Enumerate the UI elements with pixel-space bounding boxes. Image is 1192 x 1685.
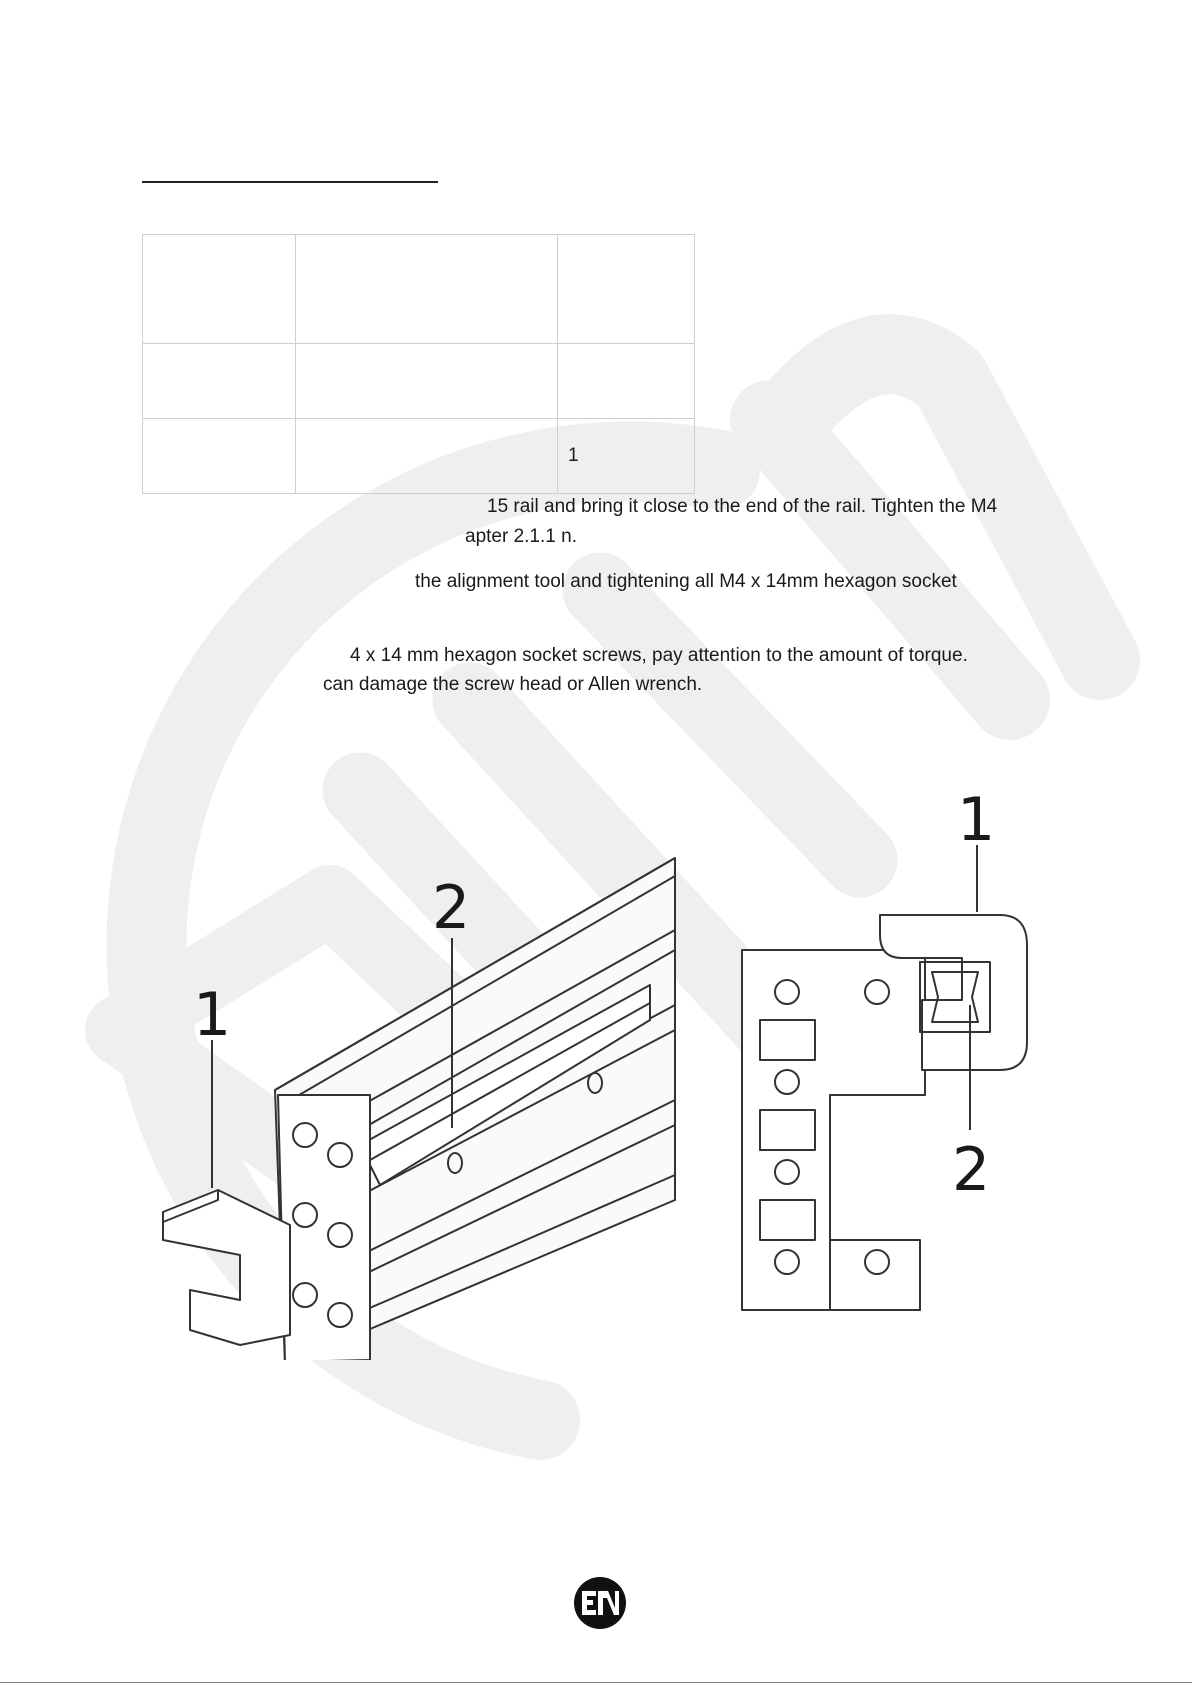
table-cell	[296, 235, 558, 344]
heading-underline	[142, 181, 438, 183]
instruction-line-4: 4 x 14 mm hexagon socket screws, pay attention to the amount of torque.	[350, 645, 968, 666]
table-row	[143, 419, 695, 494]
instruction-line-1: 15 rail and bring it close to the end of the rail. Tighten the M4	[487, 496, 998, 517]
table-cell	[558, 344, 695, 419]
assembly-figure	[150, 780, 1050, 1360]
page-bottom-border	[0, 1682, 1192, 1683]
end-cap-illustration	[163, 1190, 290, 1345]
aluminium-rail-illustration	[275, 858, 675, 1360]
table-row	[143, 344, 695, 419]
right-callout-1: 1	[957, 785, 996, 855]
table-cell	[143, 344, 296, 419]
table-cell: 1	[558, 419, 695, 494]
instruction-line-2: apter 2.1.1 n.	[465, 526, 577, 547]
table-cell	[296, 419, 558, 494]
instruction-line-3: the alignment tool and tightening all M4 x 14mm hexagon socket	[415, 571, 957, 592]
table-cell	[143, 419, 296, 494]
table-row	[143, 235, 695, 344]
right-callout-2: 2	[952, 1135, 991, 1205]
table-cell	[143, 235, 296, 344]
instruction-line-5: can damage the screw head or Allen wrench.	[323, 674, 703, 695]
table-cell	[558, 235, 695, 344]
left-callout-2: 2	[432, 873, 471, 943]
parts-table	[142, 234, 695, 494]
table-cell	[296, 344, 558, 419]
profile-cross-section-illustration	[742, 950, 925, 1310]
en-gear-logo-icon	[573, 1576, 627, 1630]
left-callout-1: 1	[193, 980, 232, 1050]
